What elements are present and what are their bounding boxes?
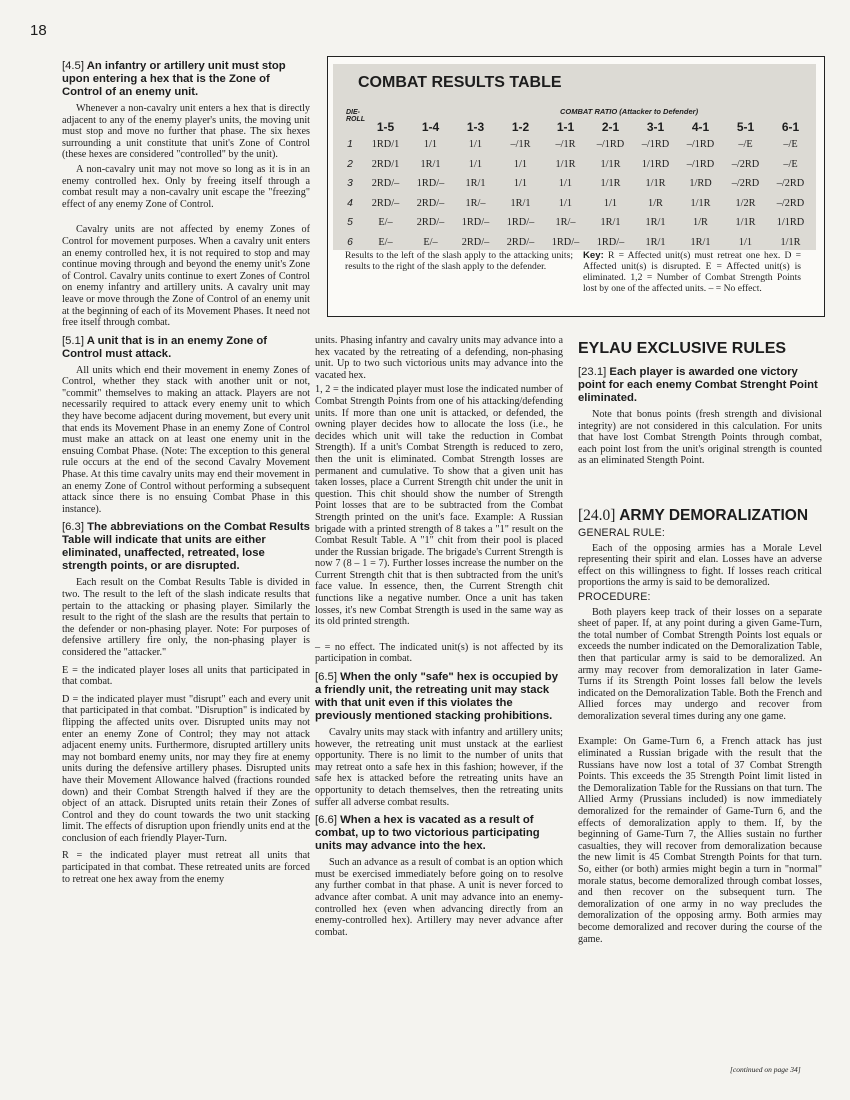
paragraph: Whenever a non-cavalry unit enters a hex that is directly adjacent to any of the enemy player's units, the moving unit must stop and move no further that phase. The six hexes surrounding a unit constitute that unit's Zone of Control (these hexes are considered "controlled" by the unit). (62, 103, 310, 161)
crt-cell: 1R/– (555, 217, 576, 229)
crt-cell: 2RD/– (416, 217, 445, 229)
crt-column-header: 5-1 (736, 119, 755, 134)
crt-cell: E/– (378, 236, 393, 248)
paragraph: Example: On Game-Turn 6, a French attack has just eliminated a Russian brigade with the result that the Russians have now lost a total of 37 Combat Strength Points. This exceeds the 35 Strength Point limit listed in the Demoralization Table for the Russians on that turn. The Allied Army (Prussians included) is now immediately demoralized for the remainder of Game-Turn 6, and the effects of demoralization apply to them. If, by the beginning of Game-Turn 7, the Allies sustain no further casualties, they will recover from demoralization because the new limit is 45 Combat Strength Points for that turn. So, either (or both) armies might begin a turn in "normal" morale status, become demoralized through combat losses, and then recover on the subsequent turn. The demoralization of one army in no way precludes the demoralization of the opposing army. Both armies may become demoralized and recover during the course of the game. (578, 736, 822, 945)
crt-cell: –/1R (510, 139, 531, 151)
rule-6-3-heading: [6.3] The abbreviations on the Combat Results Table will indicate that units are either eliminated, unaffected, retreated, lose strength points, or are disrupted. (62, 521, 310, 573)
crt-cell: 1/2R (735, 197, 756, 209)
crt-cell: 1R/– (465, 197, 486, 209)
crt-die-roll: 4 (347, 197, 353, 209)
crt-column-header: 6-1 (781, 119, 800, 134)
crt-cell: –/1RD (641, 139, 670, 151)
crt-die-roll: 3 (347, 178, 353, 190)
paragraph: Cavalry units are not affected by enemy Zones of Control for movement purposes. When a cavalry unit enters an enemy controlled hex, it is not required to stop and may continue moving through and beyond the enemy unit's Zone of Control. Cavalry units continue to exert Zones of Control on enemy infantry and artillery units. A cavalry unit may leave or move through the Zone of Control of an enemy unit at the beginning of each of its Movement Phases. It need not free itself through combat. (62, 224, 310, 329)
rule-6-5-heading: [6.5] When the only "safe" hex is occupied by a friendly unit, the retreating unit may stack with that unit even if this violates the previously mentioned stacking prohibitions. (315, 671, 558, 723)
crt-column-header: 2-1 (601, 119, 620, 134)
crt-cell: 1/1 (468, 158, 483, 170)
crt-cell: 1R/1 (465, 178, 486, 190)
paragraph: Note that bonus points (fresh strength and divisional integrity) are not considered in this calculation. For units that have lost Combat Strength Points through combat, each point lost from the unit's original strength is counted as an eliminated Stength Point. (578, 409, 822, 467)
crt-cell: 1R/1 (420, 158, 441, 170)
procedure-label: PROCEDURE: (578, 590, 651, 603)
crt-cell: 1RD/– (461, 217, 490, 229)
crt-cell: 1/1R (600, 178, 621, 190)
crt-cell: 1/1R (555, 158, 576, 170)
crt-column-header: 4-1 (691, 119, 710, 134)
crt-column-header: 1-4 (421, 119, 440, 134)
crt-row (337, 194, 813, 214)
crt-key (583, 250, 801, 294)
crt-cell: E/– (423, 236, 438, 248)
paragraph: R = the indicated player must retreat all units that participated in that combat. These retreated units are forced to retreat one hex away from the enemy (62, 850, 310, 885)
crt-cell: 1R/1 (600, 217, 621, 229)
crt-cell: 1R/1 (690, 236, 711, 248)
crt-key-text: R = Affected unit(s) must retreat one hex. D = Affected unit(s) is disrupted. E = Affected unit(s) is eliminated. 1,2 = Number of Combat Strength Points lost by one of the affected units. – = No effect. (583, 250, 802, 294)
crt-cell: –/E (783, 158, 798, 170)
crt-column-header: 1-2 (511, 119, 530, 134)
crt-cell: –/1R (555, 139, 576, 151)
rule-4-5-heading: [4.5] An infantry or artillery unit must stop upon entering a hex that is the Zone of Control of an enemy unit. (62, 60, 286, 98)
crt-cell: 1RD/– (551, 236, 580, 248)
paragraph: – = no effect. The indicated unit(s) is not affected by its participation in combat. (315, 641, 563, 665)
crt-cell: 1/R (648, 197, 663, 209)
paragraph: Both players keep track of their losses on a separate sheet of paper. If, at any point during a given Game-Turn, the total number of Combat Strength Points lost equals or exceeds the number indicated on the Demoralization Table, then that particular army is said to be demoralized. An army may recover from demoralization in later Game-Turns if its Strength Point losses fall below the levels indicated on the Demoralization Table. Both the French and Allied forces may undergo and recover from demoralization several times during any one game. (578, 606, 822, 722)
crt-column-header: 3-1 (646, 119, 665, 134)
paragraph: Each of the opposing armies has a Morale Level representing their spirit and elan. Losses have an adverse effect on this willingness to fight. If losses reach critical proportions the army is said to be demoralized. (578, 542, 822, 589)
crt-cell: –/2RD (731, 178, 760, 190)
crt-cell: 1/1 (558, 197, 573, 209)
crt-cell: 1/1 (558, 178, 573, 190)
crt-row (337, 155, 813, 175)
crt-cell: 1/RD (689, 178, 712, 190)
paragraph: D = the indicated player must "disrupt" each and every unit that participated in that combat. "Disruption" is indicated by flipping the affected units over. Disrupted units may not enter an enemy Zone of Control; they may not attack adjacent enemy units. Furthermore, disrupted artillery units may not bombard enemy units, nor may they fire at enemy units during the defensive artillery phases. Disrupted units have their Movement Allowance halved (fractions rounded down) and their Combat Strength halved if they are the object of an attack. Disrupted units retain their Zones of Control and they do count towards the two unit stacking limit. The effects of disruption upon friendly units end at the conclusion of each friendly Player-Turn. (62, 693, 310, 844)
crt-column-header: 1-1 (556, 119, 575, 134)
crt-column-header: 1-3 (466, 119, 485, 134)
crt-die-roll: 1 (347, 139, 353, 151)
crt-key-label: Key: (583, 250, 604, 261)
crt-cell: 1/1R (600, 158, 621, 170)
crt-row (337, 213, 813, 233)
crt-column-header: 1-5 (376, 119, 395, 134)
crt-cell: 1R/1 (645, 236, 666, 248)
crt-cell: 1/1R (645, 178, 666, 190)
page-number: 18 (30, 22, 47, 39)
crt-die-roll: 5 (347, 217, 353, 229)
crt-cell: 1RD/– (506, 217, 535, 229)
rule-5-1-heading: [5.1] A unit that is in an enemy Zone of Control must attack. (62, 334, 268, 360)
crt-cell: 2RD/– (461, 236, 490, 248)
crt-cell: 1/1 (738, 236, 753, 248)
rule-6-6-heading: [6.6] When a hex is vacated as a result of combat, up to two victorious participating units may advance into the hex. (315, 814, 540, 853)
crt-cell: –/2RD (776, 178, 805, 190)
crt-cell: 1RD/– (596, 236, 625, 248)
crt-cell: 2RD/– (506, 236, 535, 248)
crt-cell: 1/1RD (641, 158, 670, 170)
paragraph: Cavalry units may stack with infantry and artillery units; however, the retreating unit must unstack at the earliest opportunity. There is no limit to the number of units that may retreat onto a safe hex in this fashion; however, if the safe hex is attacked before the retreating units have an opportunity to detach themselves, then the retreating units suffer all adverse combat results. (315, 727, 563, 808)
crt-cell: 1/R (693, 217, 708, 229)
crt-cell: 1/1 (513, 178, 528, 190)
crt-title: COMBAT RESULTS TABLE (358, 74, 562, 91)
crt-cell: –/1RD (686, 139, 715, 151)
section-24-heading: [24.0] ARMY DEMORALIZATION (578, 506, 809, 524)
crt-cell: 1R/1 (510, 197, 531, 209)
crt-cell: 1/1RD (776, 217, 805, 229)
continued-note: [continued on page 34] (730, 1065, 801, 1074)
general-rule-label: GENERAL RULE: (578, 526, 665, 539)
crt-cell: 1/1 (423, 139, 438, 151)
crt-cell: 1RD/– (416, 178, 445, 190)
crt-cell: 2RD/1 (371, 158, 400, 170)
crt-cell: 1R/1 (645, 217, 666, 229)
crt-header-blank (337, 118, 363, 135)
crt-cell: –/1RD (686, 158, 715, 170)
crt-row (337, 135, 813, 155)
crt-cell: –/2RD (776, 197, 805, 209)
crt-cell: 1/1 (513, 158, 528, 170)
crt-cell: 1/1 (468, 139, 483, 151)
crt-cell: –/1RD (596, 139, 625, 151)
paragraph: Such an advance as a result of combat is an option which must be exercised immediately before going on to resolve any further combat in that phase. A unit is never forced to advance after combat. A unit may advance into an enemy-controlled hex (even when advancing directly from an enemy-controlled hex). Artillery may never advance after combat. (315, 857, 563, 938)
die-roll-label: DIE-ROLL (346, 109, 366, 123)
crt-cell: 1/1R (780, 236, 801, 248)
paragraph: units. Phasing infantry and cavalry units may advance into a hex vacated by the retreating of a defending, non-phasing unit. Up to two such victorious units may advance into the vacated hex. (315, 335, 563, 381)
crt-die-roll: 2 (347, 158, 353, 170)
crt-cell: 2RD/– (371, 197, 400, 209)
paragraph: All units which end their movement in enemy Zones of Control, whether they stack with another unit or not, "commit" themselves to making an attack. Players are not necessarily required to attack every enemy unit to which they have become adjacent during movement, but every unit that ends its Movement Phase in an enemy Zone of Control must make an attack on at least one enemy unit in the ensuing Combat Phase. (Note: The exception to this general rule occurs at the end of the second Cavalry Movement Phase. At this time cavalry units may end their movement in an enemy Zone of Control without performing a subsequent attack since there is no ensuing Combat Phase in this instance). (62, 364, 310, 515)
crt-cell: 2RD/– (371, 178, 400, 190)
crt-die-roll: 6 (347, 236, 353, 248)
paragraph: 1, 2 = the indicated player must lose the indicated number of Combat Strength Points from one of his attacking/defending units. If more than one unit is attacked, or defended, the owning player decides how to allocate the loss (i.e., he decides which unit will take the reduction in Combat Strength). If a unit's Combat Strength is reduced to zero, then the unit is eliminated. Combat Strength losses are permanent and cumulative. To show that a given unit has taken losses, place a Current Strength chit under the unit in question. This chit should show the number of Strength Point losses that are to be subtracted from the Combat Strength printed on the unit's face. Example: A Russian brigade with a printed strength of 8 takes a "1" result on the Combat Result Table. A "1" chit from their pool is placed under the Russian brigade. The brigade's Current Strength is now 7 (8 – 1 = 7). Further losses increase the number on the Current Strength chit that is then subtracted from the unit's face value. In essence, then, the Current Strength chit functions like a negative number. Once a unit has taken losses, it's new Combat Strength is used in the same way as its old printed strength. (315, 384, 563, 628)
crt-cell: 2RD/– (416, 197, 445, 209)
right-column (578, 340, 822, 948)
combat-ratio-label: COMBAT RATIO (Attacker to Defender) (560, 107, 699, 116)
rule-23-1-heading: [23.1] Each player is awarded one victory point for each enemy Combat Strenght Point eliminated. (578, 366, 818, 404)
left-column (62, 54, 310, 888)
crt-cell: 1/1R (735, 217, 756, 229)
crt-cell: –/E (738, 139, 753, 151)
paragraph: Each result on the Combat Results Table is divided in two. The result to the left of the slash indicate results that pertain to the attacking or phasing player. Similarly the result to the right of the slash are the results that pertain to the defender or non-phasing player. Note: For purposes of defensive artillery fire only, the non-phasing player is considered the "attacker." (62, 577, 310, 658)
crt-cell: 1/1 (603, 197, 618, 209)
crt-cell: 1RD/1 (371, 139, 400, 151)
crt-cell: –/E (783, 139, 798, 151)
crt-cell: –/2RD (731, 158, 760, 170)
paragraph: A non-cavalry unit may not move so long as it is in an enemy controlled hex. Only by freeing itself through a combat result may a non-cavalry unit escape the "freezing" effect of any enemy Zone of Control. (62, 163, 310, 210)
middle-column (315, 335, 563, 941)
paragraph: E = the indicated player loses all units that participated in that combat. (62, 664, 310, 688)
crt-note: Results to the left of the slash apply to the attacking units; results to the right of the slash apply to the defender. (345, 250, 573, 272)
crt-cell: 1/1R (690, 197, 711, 209)
crt-row (337, 174, 813, 194)
section-title-eylau: EYLAU EXCLUSIVE RULES (578, 340, 787, 357)
crt-cell: E/– (378, 217, 393, 229)
crt-table (337, 118, 813, 252)
